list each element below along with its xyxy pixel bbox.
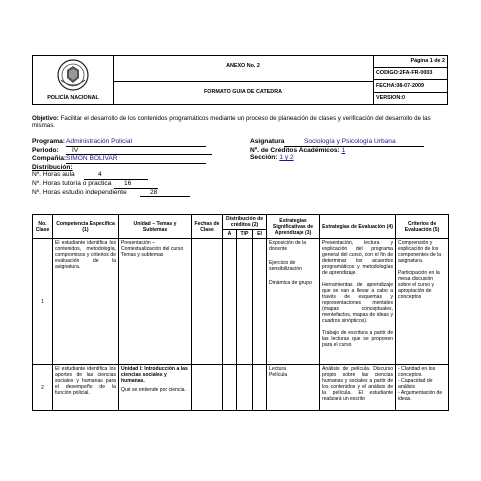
header-ei: EI <box>253 230 267 239</box>
period-value: IV <box>66 147 212 156</box>
header-a: A <box>223 230 237 239</box>
table-row <box>33 365 449 411</box>
hours-classroom-label: Nº. Horas aula <box>32 171 75 179</box>
row2-a <box>223 365 237 411</box>
org-name: POLICÍA NACIONAL <box>47 95 99 101</box>
doc-version: VERSION:0 <box>376 95 406 101</box>
row1-evaluation-item: Presentación, lectura y explicación del programa general del curso, con el fin de determinar los acuerdos programáticos y metodologías de aprendizaje. <box>322 240 394 276</box>
row2-evaluation: Análisis de película. Discurso propio sobre las ciencias humanas y sociales a partir de los contenidos y el análisis de la película. El estudiante realizará un escrito <box>320 365 396 411</box>
row2-dates <box>192 365 223 411</box>
row1-criterion: Comprensión y explicación de los componentes de la asignatura. <box>398 240 442 264</box>
row2-criterion: - Argumentación de ideas. <box>398 390 443 402</box>
row1-no: 1 <box>33 239 53 365</box>
distribution-label: Distribución: <box>32 163 73 171</box>
hours-independent-value: 28 <box>140 189 190 198</box>
row1-strategy: Exposición de la docente <box>269 240 307 252</box>
objective <box>32 115 448 130</box>
header-tp: T/P <box>237 230 253 239</box>
row2-unit <box>119 365 192 411</box>
row1-a <box>223 239 237 365</box>
row1-tp <box>237 239 253 365</box>
doc-code: CODIGO:2FA-FR-0003 <box>376 70 433 76</box>
subject-value: Sociología y Psicología Urbana <box>284 138 424 147</box>
document-header <box>32 55 448 105</box>
table-row <box>33 239 449 365</box>
row2-competence: El estudiante identifica los aportes de las ciencias sociales y humanas para el desempeño de la función policial. <box>53 365 119 411</box>
row2-criterion: - Claridad en los conceptos. <box>398 366 436 378</box>
header-strategies: Estrategias Significativas de Aprendizaje (3) <box>267 215 320 239</box>
row1-evaluation <box>320 239 396 365</box>
program-label: Programa: <box>32 138 65 145</box>
row1-competence: El estudiante identifica los contenidos, metodología, compromisos y criterios de evaluación de la asignatura. <box>53 239 119 365</box>
hours-independent-label: Nº. Horas estudio independiente <box>32 188 127 196</box>
credits-value: 1 <box>341 146 346 154</box>
section-value: 1 y 2 <box>279 154 294 162</box>
row2-criterion: - Capacidad de análisis <box>398 378 433 390</box>
section-label: Sección: <box>250 154 278 162</box>
annex-title: ANEXO No. 2 <box>226 63 260 69</box>
header-competence: Competencia Específica (1) <box>53 215 119 239</box>
row2-no: 2 <box>33 365 53 411</box>
row1-unit: Presentación – Contextualización del curso Temas y subtemas <box>119 239 192 365</box>
objective-text: Facilitar el desarrollo de los contenidos programáticos mediante un proceso de planeación de clases y verificación del desarrollo de las mismas. <box>32 115 431 130</box>
row1-criteria <box>396 239 449 365</box>
hours-tutoring-label: Nº. Horas tutoría o practica <box>32 179 112 187</box>
hours-tutoring-value: 16 <box>114 180 158 189</box>
course-info-left <box>32 138 252 197</box>
company-label: Compañía: <box>32 155 67 163</box>
doc-date: FECHA:08-07-2009 <box>376 83 424 89</box>
header-credits: Distribución de créditos (2) <box>223 215 267 230</box>
course-info-right <box>250 138 448 162</box>
row1-evaluation-item: Trabajo de escritura a partir de las lecturas que se proponen para el curso <box>322 330 394 348</box>
row1-dates <box>192 239 223 365</box>
row1-strategy: Ejercicio de sensibilización <box>269 260 302 272</box>
row2-unit-title: Unidad I: Introducción a las ciencias sociales y humanas. <box>121 366 188 384</box>
row2-tp <box>237 365 253 411</box>
page-number: Página 1 de 2 <box>410 58 445 64</box>
row2-strategy: Lectura <box>269 366 287 372</box>
header-unit: Unidad – Temas y Subtemas <box>119 215 192 239</box>
program-value: Administración Policial <box>66 138 206 147</box>
header-dates: Fechas de Clase <box>192 215 223 239</box>
header-criteria: Criterios de Evaluación (5) <box>396 215 449 239</box>
row1-strategy: Dinámica de grupo <box>269 280 312 286</box>
subject-label: Asignatura <box>250 138 285 145</box>
row1-ei <box>253 239 267 365</box>
row1-criterion: Participación en la mesa discusión sobre el curso y apropiación de conceptos <box>398 270 440 300</box>
header-no: No. Clase <box>33 215 53 239</box>
row2-ei <box>253 365 267 411</box>
hours-classroom-value: 4 <box>84 171 148 180</box>
format-title: FORMATO GUIA DE CATEDRA <box>204 89 282 95</box>
objective-label: Objetivo: <box>32 115 59 122</box>
row1-strategies <box>267 239 320 365</box>
credits-label: Nº. de Créditos Académicos: <box>250 146 340 154</box>
row2-strategy: Película <box>269 372 288 378</box>
row2-unit-topic: Qué se entiende por ciencia. <box>121 387 186 393</box>
row2-criteria <box>396 365 449 411</box>
row2-strategies <box>267 365 320 411</box>
police-seal-icon <box>56 58 90 92</box>
period-label: Periodo: <box>32 146 59 154</box>
row1-evaluation-item: Herramientas de aprendizaje que se van a llevar a cabo a través de esquemas y representaciones mentales (mapas conceptuales, mentefactos, mapas de ideas y cuadros sinópticos). <box>322 282 394 324</box>
header-evaluation: Estrategias de Evaluación (4) <box>320 215 396 239</box>
class-guide-table <box>32 214 449 411</box>
company-value: SIMÓN BOLÍVAR <box>66 155 206 164</box>
